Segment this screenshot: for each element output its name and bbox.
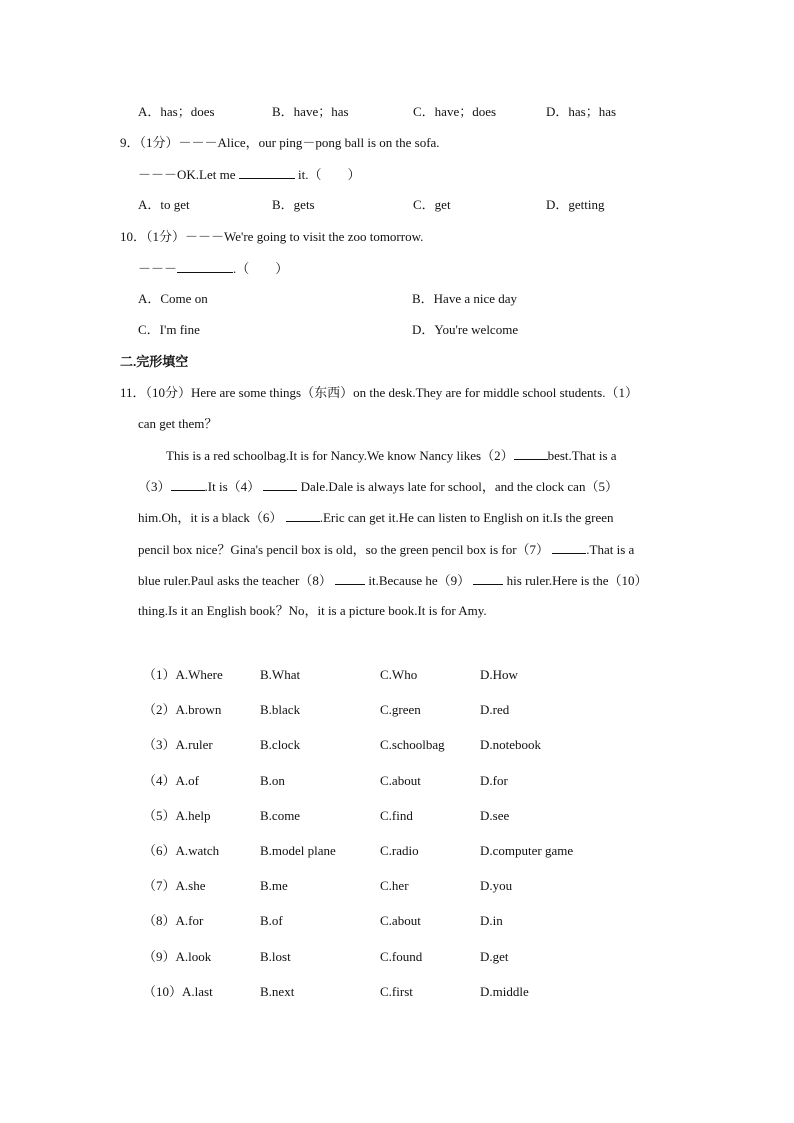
q11-stem-line1: 11．（10分）Here are some things（东西）on the desk.They are for middle school students.（1） bbox=[120, 385, 638, 400]
passage-line-3 bbox=[138, 509, 614, 526]
choice-6-c: C.radio bbox=[380, 843, 419, 858]
choice-7-a: （7）A.she bbox=[143, 878, 206, 893]
q9-option-c: C．get bbox=[413, 197, 451, 212]
choice-10-b: B.next bbox=[260, 984, 295, 999]
choice-2-d: D.red bbox=[480, 702, 510, 717]
passage-line-1 bbox=[166, 447, 678, 464]
choice-4-d: D.for bbox=[480, 773, 508, 788]
choice-3-d: D.notebook bbox=[480, 737, 542, 752]
choice-6-b: B.model plane bbox=[260, 843, 336, 858]
q10-line2-pre: －－－ bbox=[138, 261, 178, 276]
choice-4-a: （4）A.of bbox=[143, 773, 199, 788]
passage-4-a: pencil box nice？Gina's pencil box is old，so the green pencil box is for（7） bbox=[138, 542, 550, 557]
q8-option-d: D．has；has bbox=[546, 104, 617, 119]
choice-2-a: （2）A.brown bbox=[143, 702, 222, 717]
q8-option-c: C．have；does bbox=[413, 104, 497, 119]
blank-9 bbox=[473, 572, 503, 585]
q10-option-a: A．Come on bbox=[138, 291, 208, 306]
choice-9-b: B.lost bbox=[260, 949, 291, 964]
q8-option-a: A．has；does bbox=[138, 104, 215, 119]
choice-8-b: B.of bbox=[260, 913, 283, 928]
q10-option-b: B．Have a nice day bbox=[412, 291, 518, 306]
choice-7-d: D.you bbox=[480, 878, 513, 893]
q9-line2-post: it.（ ） bbox=[294, 167, 361, 182]
passage-3-a: him.Oh，it is a black（6） bbox=[138, 510, 283, 525]
choice-1-d: D.How bbox=[480, 667, 518, 682]
choice-8-c: C.about bbox=[380, 913, 421, 928]
choice-1-b: B.What bbox=[260, 667, 301, 682]
passage-3-b: .Eric can get it.He can listen to English on it.Is the green bbox=[319, 510, 614, 525]
choice-10-d: D.middle bbox=[480, 984, 529, 999]
choice-4-c: C.about bbox=[380, 773, 421, 788]
passage-line-5 bbox=[138, 572, 647, 589]
q9-stem: 9．（1分）－－－Alice，our ping－pong ball is on the sofa. bbox=[120, 135, 440, 150]
q11-stem-line2: can get them？ bbox=[138, 416, 218, 431]
passage-5-b: it.Because he（9） bbox=[368, 573, 471, 588]
q10-option-c: C．I'm fine bbox=[138, 322, 200, 337]
blank-8 bbox=[335, 572, 365, 585]
blank-7 bbox=[552, 541, 586, 554]
passage-5-c: his ruler.Here is the（10） bbox=[506, 573, 648, 588]
q9-line2 bbox=[138, 166, 360, 183]
q9-option-d: D．getting bbox=[546, 197, 605, 212]
q8-option-b: B．have；has bbox=[272, 104, 349, 119]
blank-6 bbox=[286, 509, 320, 522]
q9-line2-pre: －－－OK.Let me bbox=[138, 167, 239, 182]
choice-2-b: B.black bbox=[260, 702, 301, 717]
section-title: 二.完形填空 bbox=[120, 354, 189, 369]
choice-5-d: D.see bbox=[480, 808, 510, 823]
passage-2-a: （3） bbox=[138, 479, 171, 494]
choice-3-b: B.clock bbox=[260, 737, 301, 752]
choice-4-b: B.on bbox=[260, 773, 285, 788]
choice-9-c: C.found bbox=[380, 949, 423, 964]
choice-7-c: C.her bbox=[380, 878, 409, 893]
choice-1-a: （1）A.Where bbox=[143, 667, 223, 682]
q10-option-d: D．You're welcome bbox=[412, 322, 519, 337]
choice-5-a: （5）A.help bbox=[143, 808, 211, 823]
choice-5-b: B.come bbox=[260, 808, 301, 823]
choice-10-c: C.first bbox=[380, 984, 413, 999]
choice-5-c: C.find bbox=[380, 808, 413, 823]
q10-line2 bbox=[138, 260, 288, 277]
q10-blank bbox=[177, 260, 233, 273]
choice-9-a: （9）A.look bbox=[143, 949, 212, 964]
choice-3-a: （3）A.ruler bbox=[143, 737, 213, 752]
passage-1-pre: This is a red schoolbag.It is for Nancy.We know Nancy likes（2） bbox=[166, 448, 514, 463]
passage-1-post: best.That is a bbox=[547, 448, 617, 463]
q9-blank bbox=[239, 166, 295, 179]
choice-1-c: C.Who bbox=[380, 667, 418, 682]
choice-2-c: C.green bbox=[380, 702, 421, 717]
q10-line2-post: .（ ） bbox=[233, 261, 289, 276]
choice-9-d: D.get bbox=[480, 949, 509, 964]
choice-7-b: B.me bbox=[260, 878, 288, 893]
passage-line-2 bbox=[138, 478, 618, 495]
q9-option-b: B．gets bbox=[272, 197, 315, 212]
q10-stem: 10．（1分）－－－We're going to visit the zoo tomorrow. bbox=[120, 229, 424, 244]
choice-8-a: （8）A.for bbox=[143, 913, 204, 928]
choice-10-a: （10）A.last bbox=[143, 984, 213, 999]
passage-line-6: thing.Is it an English book？No，it is a picture book.It is for Amy. bbox=[138, 603, 487, 618]
passage-line-4 bbox=[138, 541, 634, 558]
choice-3-c: C.schoolbag bbox=[380, 737, 445, 752]
q9-option-a: A．to get bbox=[138, 197, 190, 212]
passage-2-c: Dale.Dale is always late for school，and the clock can（5） bbox=[300, 479, 618, 494]
choice-8-d: D.in bbox=[480, 913, 503, 928]
choice-6-d: D.computer game bbox=[480, 843, 574, 858]
passage-5-a: blue ruler.Paul asks the teacher（8） bbox=[138, 573, 332, 588]
blank-2 bbox=[514, 447, 548, 460]
passage-2-b: .It is（4） bbox=[204, 479, 261, 494]
choice-6-a: （6）A.watch bbox=[143, 843, 220, 858]
blank-3 bbox=[171, 478, 205, 491]
blank-4 bbox=[263, 478, 297, 491]
passage-4-b: .That is a bbox=[586, 542, 635, 557]
